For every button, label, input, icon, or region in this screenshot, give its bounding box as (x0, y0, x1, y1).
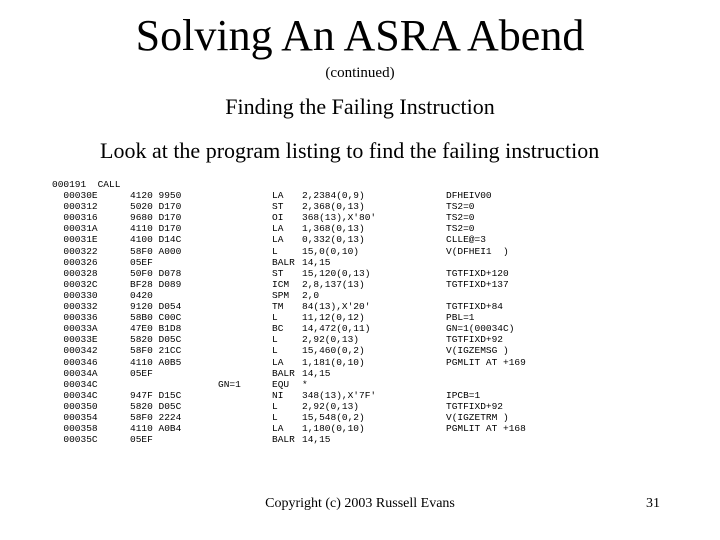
listing-comment: TS2=0 (446, 212, 475, 224)
listing-object-code: 58F0 2224 (130, 411, 182, 423)
listing-opcode: L (272, 400, 278, 412)
listing-offset: 00033E (52, 334, 98, 346)
listing-opcode: LA (272, 423, 284, 435)
listing-operand: 2,92(0,13) (302, 334, 360, 346)
listing-object-code: 4110 A0B4 (130, 423, 182, 435)
listing-operand: 15,548(0,2) (302, 411, 365, 423)
listing-opcode: OI (272, 212, 284, 224)
listing-operand: 15,460(0,2) (302, 345, 365, 357)
listing-opcode: ST (272, 267, 284, 279)
instruction-text: Look at the program listing to find the failing instruction (100, 138, 600, 163)
listing-comment: TGTFIXD+92 (446, 334, 504, 346)
slide-subtitle: (continued) (325, 65, 395, 81)
listing-comment: GN=1(00034C) (446, 323, 515, 335)
listing-operand: 14,15 (302, 434, 331, 446)
listing-operand: 84(13),X'20' (302, 301, 371, 313)
listing-opcode: BALR (272, 367, 295, 379)
listing-operand: * (302, 378, 308, 390)
listing-object-code: 5820 D05C (130, 334, 182, 346)
listing-object-code: 9680 D170 (130, 212, 182, 224)
listing-comment: TGTFIXD+84 (446, 301, 504, 313)
listing-comment: DFHEIV00 (446, 190, 492, 202)
listing-object-code: 4110 A0B5 (130, 356, 182, 368)
listing-object-code: 58F0 21CC (130, 345, 182, 357)
slide-title: Solving An ASRA Abend (135, 11, 585, 60)
listing-object-code: 0420 (130, 289, 153, 301)
listing-object-code: 5820 D05C (130, 400, 182, 412)
listing-object-code: 05EF (130, 256, 153, 268)
listing-comment: IPCB=1 (446, 389, 481, 401)
listing-operand: 1,180(0,10) (302, 423, 365, 435)
listing-operand: 2,0 (302, 289, 320, 301)
listing-opcode: L (272, 334, 278, 346)
listing-operand: 11,12(0,12) (302, 312, 365, 324)
listing-comment: TGTFIXD+137 (446, 278, 509, 290)
listing-operand: 2,8,137(13) (302, 278, 365, 290)
listing-operand: 15,0(0,10) (302, 245, 360, 257)
listing-object-code: 47E0 B1D8 (130, 323, 182, 335)
listing-offset: 00030E (52, 190, 98, 202)
listing-operand: 348(13),X'7F' (302, 389, 377, 401)
listing-operand: 1,181(0,10) (302, 356, 365, 368)
listing-opcode: L (272, 245, 278, 257)
listing-object-code: 9120 D054 (130, 301, 182, 313)
listing-opcode: L (272, 345, 278, 357)
listing-opcode: L (272, 411, 278, 423)
listing-opcode: L (272, 312, 278, 324)
listing-opcode: BALR (272, 434, 295, 446)
listing-comment: V(DFHEI1 ) (446, 245, 509, 257)
listing-opcode: EQU (272, 378, 290, 390)
listing-offset: 00035C (52, 434, 98, 446)
page-number: 31 (646, 496, 660, 511)
listing-offset: 000316 (52, 212, 98, 224)
listing-comment: TGTFIXD+120 (446, 267, 509, 279)
listing-opcode: LA (272, 223, 284, 235)
listing-comment: V(IGZETRM ) (446, 411, 509, 423)
listing-object-code: 4110 D170 (130, 223, 182, 235)
listing-object-code: 58F0 A000 (130, 245, 182, 257)
listing-comment: V(IGZEMSG ) (446, 345, 509, 357)
listing-offset: 000191 CALL (52, 179, 121, 190)
listing-object-code: 4100 D14C (130, 234, 182, 246)
listing-offset: 000328 (52, 267, 98, 279)
listing-object-code: BF28 D089 (130, 278, 182, 290)
listing-object-code: 05EF (130, 367, 153, 379)
listing-label: GN=1 (218, 378, 241, 390)
listing-offset: 00032C (52, 278, 98, 290)
listing-offset: 00031E (52, 234, 98, 246)
listing-opcode: LA (272, 190, 284, 202)
listing-offset: 000330 (52, 289, 98, 301)
listing-operand: 368(13),X'80' (302, 212, 377, 224)
listing-offset: 000312 (52, 201, 98, 213)
listing-offset: 00034A (52, 367, 98, 379)
listing-comment: PBL=1 (446, 312, 475, 324)
listing-opcode: NI (272, 389, 284, 401)
listing-opcode: SPM (272, 289, 290, 301)
listing-offset: 00031A (52, 223, 98, 235)
listing-offset: 000336 (52, 312, 98, 324)
listing-offset: 000346 (52, 356, 98, 368)
listing-object-code: 5020 D170 (130, 201, 182, 213)
listing-offset: 000326 (52, 256, 98, 268)
listing-offset: 00034C (52, 389, 98, 401)
listing-comment: TGTFIXD+92 (446, 400, 504, 412)
listing-operand: 2,368(0,13) (302, 201, 365, 213)
listing-object-code: 50F0 D078 (130, 267, 182, 279)
listing-operand: 14,15 (302, 367, 331, 379)
listing-offset: 000358 (52, 423, 98, 435)
listing-object-code: 05EF (130, 434, 153, 446)
listing-object-code: 4120 9950 (130, 190, 182, 202)
listing-opcode: LA (272, 234, 284, 246)
listing-offset: 000354 (52, 411, 98, 423)
listing-operand: 14,472(0,11) (302, 323, 371, 335)
listing-opcode: LA (272, 356, 284, 368)
listing-object-code: 947F D15C (130, 389, 182, 401)
listing-offset: 00034C (52, 378, 98, 390)
listing-opcode: BC (272, 323, 284, 335)
listing-comment: TS2=0 (446, 201, 475, 213)
listing-opcode: TM (272, 301, 284, 313)
listing-operand: 2,92(0,13) (302, 400, 360, 412)
listing-operand: 0,332(0,13) (302, 234, 365, 246)
listing-operand: 14,15 (302, 256, 331, 268)
listing-object-code: 58B0 C00C (130, 312, 182, 324)
listing-offset: 000350 (52, 400, 98, 412)
listing-offset: 00033A (52, 323, 98, 335)
listing-opcode: ST (272, 201, 284, 213)
copyright-footer: Copyright (c) 2003 Russell Evans (265, 496, 455, 511)
listing-opcode: BALR (272, 256, 295, 268)
listing-offset: 000322 (52, 245, 98, 257)
listing-operand: 1,368(0,13) (302, 223, 365, 235)
listing-operand: 2,2384(0,9) (302, 190, 365, 202)
listing-offset: 000332 (52, 301, 98, 313)
section-heading: Finding the Failing Instruction (225, 94, 495, 119)
listing-comment: PGMLIT AT +168 (446, 423, 526, 435)
listing-comment: PGMLIT AT +169 (446, 356, 526, 368)
listing-offset: 000342 (52, 345, 98, 357)
listing-comment: CLLE@=3 (446, 234, 486, 246)
listing-opcode: ICM (272, 278, 290, 290)
listing-comment: TS2=0 (446, 223, 475, 235)
listing-operand: 15,120(0,13) (302, 267, 371, 279)
